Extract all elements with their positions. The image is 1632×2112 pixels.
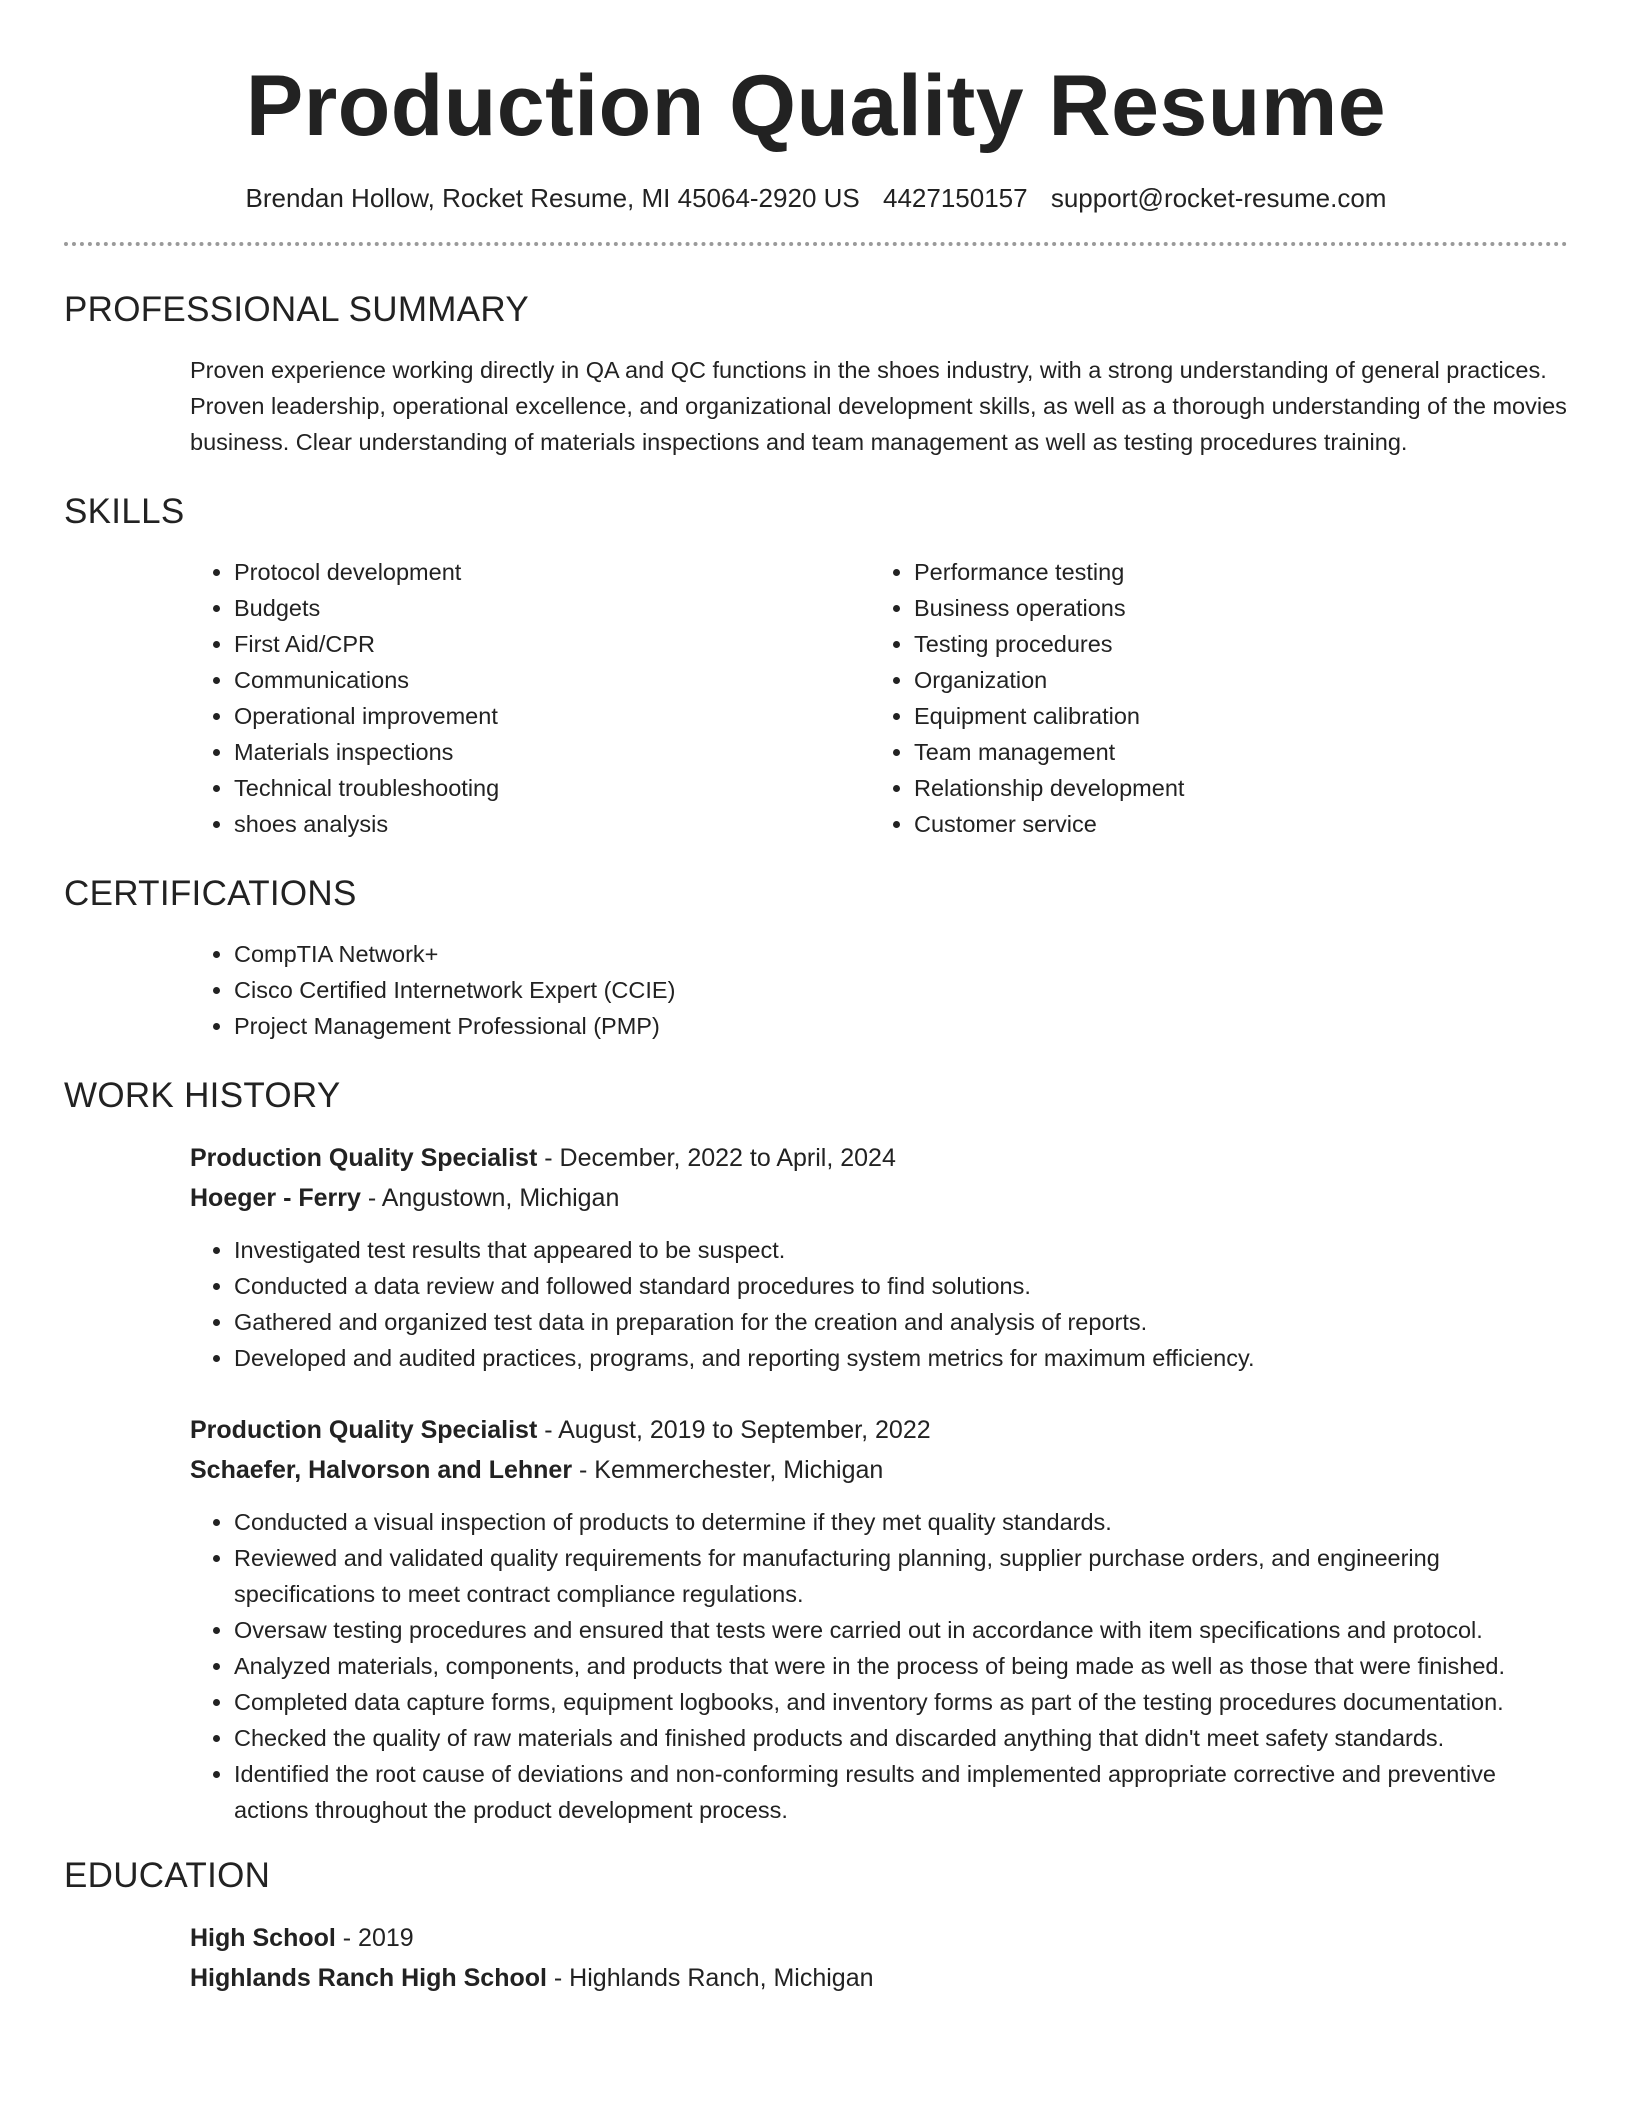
list-item: • CompTIA Network+ — [234, 936, 1568, 972]
list-item: • Developed and audited practices, programs, and reporting system metrics for maximum efficiency. — [234, 1340, 1568, 1376]
job-location: - Angustown, Michigan — [360, 1184, 620, 1212]
list-item: • Relationship development — [914, 770, 1550, 806]
list-item: • shoes analysis — [234, 806, 870, 842]
list-item: • Conducted a visual inspection of products to determine if they met quality standards. — [234, 1504, 1568, 1540]
list-item: • Communications — [234, 662, 870, 698]
job-title-line — [190, 1410, 1568, 1450]
work-history-heading: WORK HISTORY — [64, 1076, 341, 1115]
job-bullets — [190, 1232, 1568, 1376]
list-item: • Identified the root cause of deviations and non-conforming results and implemented appropriate corrective and preventive actions throughout the product development process. — [234, 1756, 1568, 1828]
list-item: • Checked the quality of raw materials and finished products and discarded anything that didn't meet safety standards. — [234, 1720, 1568, 1756]
certifications-heading: CERTIFICATIONS — [64, 874, 357, 913]
education-school: Highlands Ranch High School — [190, 1964, 547, 1992]
list-item: • Materials inspections — [234, 734, 870, 770]
job-title: Production Quality Specialist — [190, 1416, 538, 1444]
list-item: • Performance testing — [914, 554, 1550, 590]
contact-phone: 4427150157 — [882, 183, 1028, 213]
list-item: • Technical troubleshooting — [234, 770, 870, 806]
job-title: Production Quality Specialist — [190, 1144, 538, 1172]
list-item: • Testing procedures — [914, 626, 1550, 662]
list-item: • Analyzed materials, components, and products that were in the process of being made as well as those that were finished. — [234, 1648, 1568, 1684]
job-dates: - December, 2022 to April, 2024 — [537, 1144, 896, 1172]
list-item: • Cisco Certified Internetwork Expert (CCIE) — [234, 972, 1568, 1008]
list-item: • Budgets — [234, 590, 870, 626]
page-title: Production Quality Resume — [245, 58, 1387, 154]
education-section — [64, 1854, 1568, 1998]
certifications-list-wrap — [190, 936, 1568, 1044]
summary-text: Proven experience working directly in QA and QC functions in the shoes industry, with a strong understanding of general practices. Proven leadership, operational excellence, and organizational development skills, as well as a thorough understanding of the movies business. Clear understanding of materials inspections and team management as well as testing procedures training. — [190, 357, 1567, 455]
skills-heading: SKILLS — [64, 492, 185, 531]
summary-section — [64, 288, 1568, 460]
list-item: • Oversaw testing procedures and ensured that tests were carried out in accordance with item specifications and protocol. — [234, 1612, 1568, 1648]
list-item: • Investigated test results that appeared to be suspect. — [234, 1232, 1568, 1268]
education-degree-line — [190, 1918, 1568, 1958]
list-item: • Gathered and organized test data in preparation for the creation and analysis of reports. — [234, 1304, 1568, 1340]
list-item: • Team management — [914, 734, 1550, 770]
list-item: • Protocol development — [234, 554, 870, 590]
education-school-line — [190, 1958, 1568, 1998]
skills-list-right — [870, 554, 1550, 842]
education-entry — [190, 1918, 1568, 1998]
skills-list-left — [190, 554, 870, 842]
certifications-section — [64, 872, 1568, 1044]
list-item: • Completed data capture forms, equipment logbooks, and inventory forms as part of the testing procedures documentation. — [234, 1684, 1568, 1720]
education-location: - Highlands Ranch, Michigan — [546, 1964, 874, 1992]
contact-email: support@rocket-resume.com — [1050, 183, 1387, 213]
list-item: • First Aid/CPR — [234, 626, 870, 662]
contact-address: Brendan Hollow, Rocket Resume, MI 45064-2920 US — [245, 183, 860, 213]
job-title-line — [190, 1138, 1568, 1178]
job-location: - Kemmerchester, Michigan — [572, 1456, 884, 1484]
job-company: Hoeger - Ferry — [190, 1184, 361, 1212]
job-company: Schaefer, Halvorson and Lehner — [190, 1456, 573, 1484]
job-company-line — [190, 1450, 1568, 1490]
work-history-section — [64, 1074, 1568, 1828]
list-item: • Organization — [914, 662, 1550, 698]
header-divider — [64, 242, 1568, 246]
list-item: • Operational improvement — [234, 698, 870, 734]
list-item: • Customer service — [914, 806, 1550, 842]
summary-heading: PROFESSIONAL SUMMARY — [64, 290, 529, 329]
certifications-list — [190, 936, 1568, 1044]
skills-column-right — [870, 554, 1550, 842]
education-heading: EDUCATION — [64, 1856, 271, 1895]
list-item: • Conducted a data review and followed standard procedures to find solutions. — [234, 1268, 1568, 1304]
education-degree: High School — [190, 1924, 336, 1952]
job-entry — [190, 1138, 1568, 1376]
list-item: • Equipment calibration — [914, 698, 1550, 734]
skills-section — [64, 490, 1568, 842]
list-item: • Business operations — [914, 590, 1550, 626]
job-company-line — [190, 1178, 1568, 1218]
contact-line — [64, 180, 1568, 216]
job-bullets — [190, 1504, 1568, 1828]
job-dates: - August, 2019 to September, 2022 — [537, 1416, 931, 1444]
job-entry — [190, 1410, 1568, 1828]
skills-columns — [190, 554, 1568, 842]
list-item: • Reviewed and validated quality requirements for manufacturing planning, supplier purchase orders, and engineering specifications to meet contract compliance regulations. — [234, 1540, 1568, 1612]
education-year: - 2019 — [335, 1924, 414, 1952]
resume-page — [64, 0, 1568, 1998]
skills-column-left — [190, 554, 870, 842]
list-item: • Project Management Professional (PMP) — [234, 1008, 1568, 1044]
